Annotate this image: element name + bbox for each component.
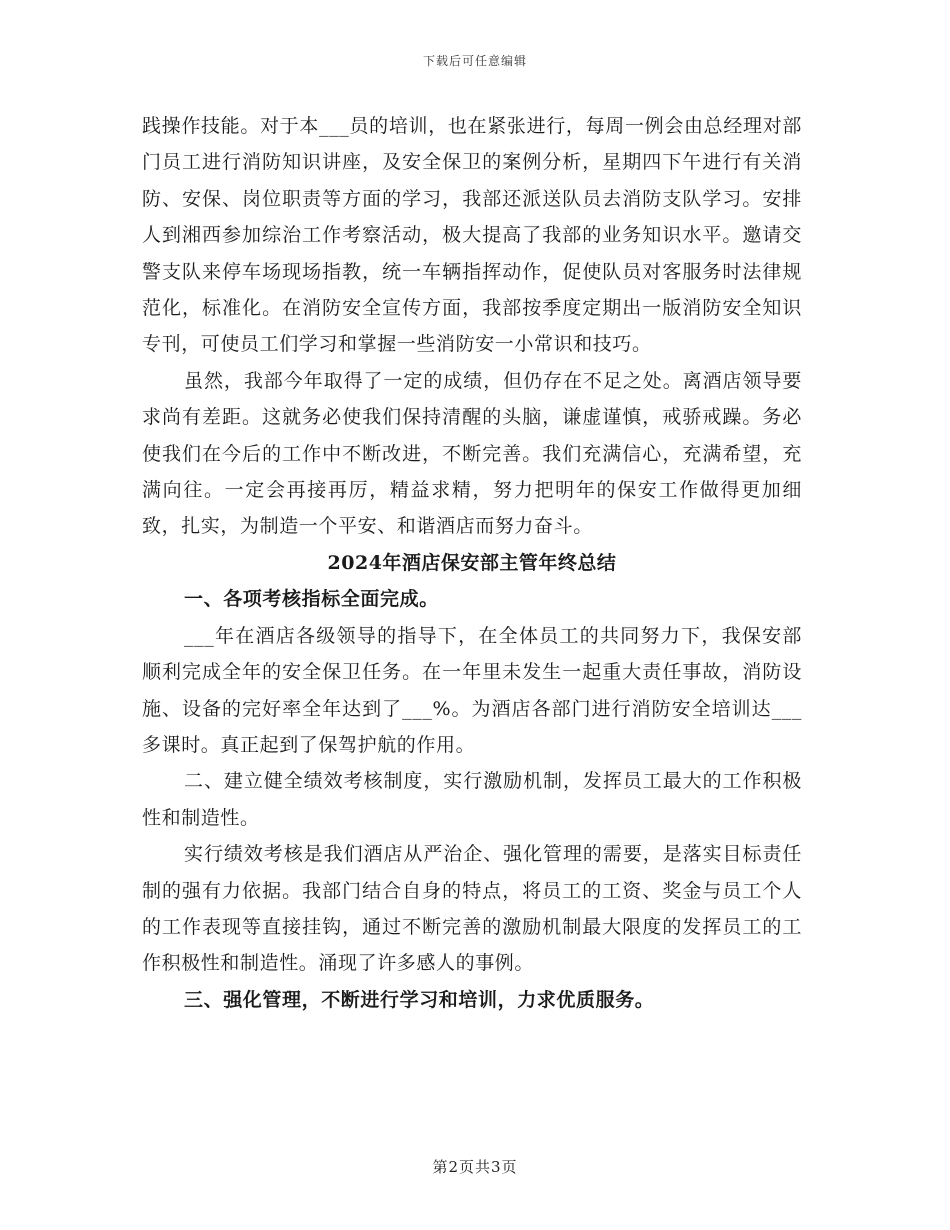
paragraph-shortcomings: 虽然，我部今年取得了一定的成绩，但仍存在不足之处。离酒店领导要求尚有差距。这就务必使我们保持清醒的头脑，谦虚谨慎，戒骄戒躁。务必使我们在今后的工作中不断改进，不断完善。我们充满信心，充满希望，充满向往。一定会再接再厉，精益求精，努力把明年的保安工作做得更加细致，扎实，为制造一个平安、和谐酒店而努力奋斗。 xyxy=(142,369,802,538)
section-heading-1: 一、各项考核指标全面完成。 xyxy=(184,588,439,611)
page-header: 下载后可任意编辑 xyxy=(422,54,527,68)
paragraph-training: 践操作技能。对于本___员的培训，也在紧张进行，每周一例会由总经理对部门员工进行消防知识讲座，及安全保卫的案例分析，星期四下午进行有关消防、安保、岗位职责等方面的学习，我部还派送队员去消防支队学习。安排人到湘西参加综治工作考察活动，极大提高了我部的业务知识水平。邀请交警支队来停车场现场指教，统一车辆指挥动作，促使队员对客服务时法律规范化，标准化。在消防安全宣传方面，我部按季度定期出一版消防安全知识专刊，可使员工们学习和掌握一些消防安一小常识和技巧。 xyxy=(142,115,802,356)
paragraph-performance: 实行绩效考核是我们酒店从严治企、强化管理的需要，是落实目标责任制的强有力依据。我部门结合自身的特点，将员工的工资、奖金与员工个人的工作表现等直接挂钩，通过不断完善的激励机制最大限度的发挥员工的工作积极性和制造性。涌现了许多感人的事例。 xyxy=(142,843,802,975)
paragraph-indicators: ___年在酒店各级领导的指导下，在全体员工的共同努力下，我保安部顺利完成全年的安全保卫任务。在一年里未发生一起重大责任事故，消防设施、设备的完好率全年达到了___%。为酒店各部门进行消防安全培训达___多课时。真正起到了保驾护航的作用。 xyxy=(142,624,802,756)
section-heading-2: 二、建立健全绩效考核制度，实行激励机制，发挥员工最大的工作积极性和制造性。 xyxy=(142,770,802,829)
document-body xyxy=(142,108,802,1018)
section-heading-3: 三、强化管理，不断进行学习和培训，力求优质服务。 xyxy=(184,988,655,1011)
page-number: 第2页共3页 xyxy=(432,1158,518,1176)
document-title: 2024年酒店保安部主管年终总结 xyxy=(327,551,617,574)
